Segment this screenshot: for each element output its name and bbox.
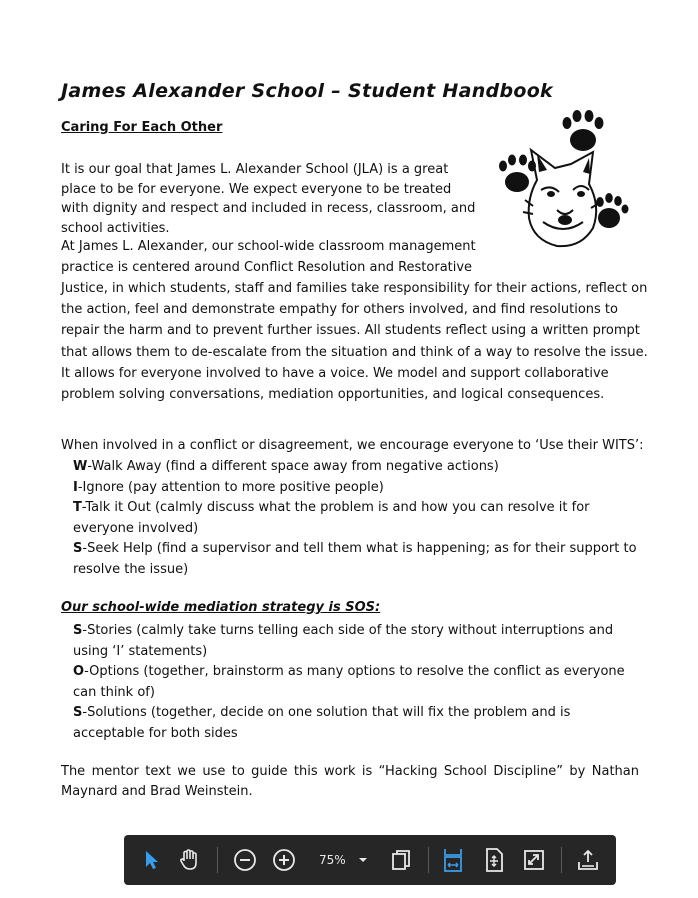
list-item-letter: S bbox=[73, 705, 83, 720]
list-item-letter: O bbox=[73, 664, 85, 679]
list-item bbox=[73, 662, 638, 703]
viewer-toolbar bbox=[124, 835, 616, 885]
pan-tool-button[interactable] bbox=[174, 845, 204, 875]
share-upload-icon bbox=[576, 848, 600, 872]
zoom-in-icon bbox=[272, 848, 296, 872]
zoom-out-icon bbox=[233, 848, 257, 872]
fullscreen-icon bbox=[523, 849, 545, 871]
list-item-text: -Talk it Out (calmly discuss what the problem is and how you can resolve it for everyone involved) bbox=[73, 500, 590, 536]
sos-list bbox=[73, 621, 638, 744]
list-item-letter: T bbox=[73, 500, 82, 515]
list-item-text: -Seek Help (find a supervisor and tell them what is happening; as for their support to resolve the issue) bbox=[73, 541, 637, 577]
list-item-letter: W bbox=[73, 459, 88, 474]
paragraph-mentor-text: The mentor text we use to guide this work is “Hacking School Discipline” by Nathan Maynard and Brad Weinstein. bbox=[61, 764, 639, 799]
list-item bbox=[73, 457, 638, 478]
paragraph-approach-start: At James L. Alexander, our school-wide classroom management practice is centered around Conflict Resolution and Restorative bbox=[61, 239, 476, 275]
select-arrow-icon bbox=[143, 849, 161, 871]
list-item-text: -Ignore (pay attention to more positive people) bbox=[77, 479, 384, 495]
zoom-level-dropdown[interactable] bbox=[309, 846, 377, 874]
section-heading-sos: Our school-wide mediation strategy is SOS: bbox=[61, 600, 381, 615]
hand-pan-icon bbox=[177, 848, 201, 872]
list-item bbox=[73, 539, 638, 580]
paragraph-wits-intro: When involved in a conflict or disagreement, we encourage everyone to ‘Use their WITS’: bbox=[61, 438, 644, 453]
zoom-level-value: 75% bbox=[319, 853, 346, 867]
list-item bbox=[73, 621, 638, 662]
fit-width-icon bbox=[441, 847, 465, 873]
list-item-text: -Options (together, brainstorm as many options to resolve the conflict as everyone can think of) bbox=[73, 664, 625, 700]
list-item-text: -Stories (calmly take turns telling each side of the story without interruptions and using ‘I’ statements) bbox=[73, 623, 614, 659]
wolf-mascot-icon bbox=[497, 110, 629, 250]
select-tool-button[interactable] bbox=[137, 845, 167, 875]
fit-page-icon bbox=[483, 847, 505, 873]
share-button[interactable] bbox=[573, 845, 603, 875]
list-item bbox=[73, 478, 638, 499]
wits-list bbox=[73, 457, 638, 580]
chevron-down-icon bbox=[358, 857, 368, 863]
list-item-text: -Walk Away (find a different space away from negative actions) bbox=[87, 459, 499, 474]
paragraph-intro: It is our goal that James L. Alexander School (JLA) is a great place to be for everyone. We expect everyone to be treated with dignity and respect and included in recess, classroom, and school activities. bbox=[61, 162, 476, 236]
fullscreen-button[interactable] bbox=[519, 845, 549, 875]
list-item-letter: I bbox=[73, 479, 78, 495]
zoom-out-button[interactable] bbox=[230, 845, 260, 875]
list-item-letter: S bbox=[73, 623, 83, 638]
fit-page-button[interactable] bbox=[479, 845, 509, 875]
list-item-letter: S bbox=[73, 541, 83, 556]
list-item bbox=[73, 703, 638, 744]
fit-width-button[interactable] bbox=[438, 845, 468, 875]
paragraph-approach-continued: Justice, in which students, staff and families take responsibility for their actions, reflect on the action, feel and demonstrate empathy for others involved, and find resolutions to repair the harm and to prevent further issues. All students reflect using a written prompt that allows them to de-escalate from the situation and think of a way to resolve the issue. It allows for everyone involved to have a voice. We model and support collaborative problem solving conversations, mediation opportunities, and logical consequences. bbox=[61, 281, 648, 403]
page-view-icon bbox=[390, 848, 412, 872]
list-item bbox=[73, 498, 638, 539]
page-view-button[interactable] bbox=[386, 845, 416, 875]
document-title: James Alexander School – Student Handbook bbox=[61, 80, 553, 102]
list-item-text: -Solutions (together, decide on one solution that will fix the problem and is acceptable for both sides bbox=[73, 705, 571, 741]
zoom-in-button[interactable] bbox=[269, 845, 299, 875]
section-heading-caring: Caring For Each Other bbox=[61, 120, 223, 135]
